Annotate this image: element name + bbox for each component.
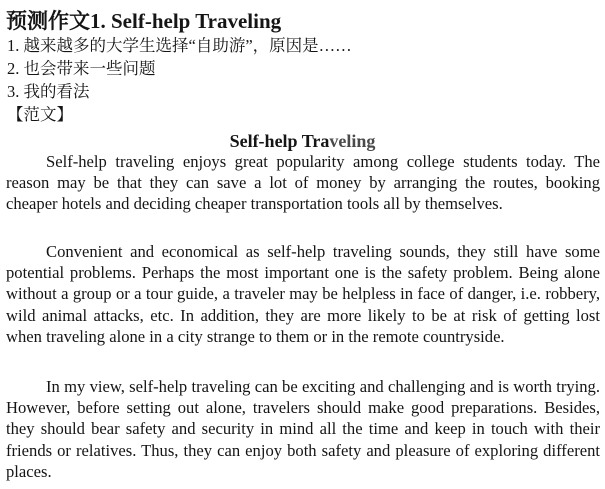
requirement-2: 2. 也会带来一些问题	[7, 59, 156, 78]
essay-paragraph-2: Convenient and economical as self-help traveling sounds, they still have some potential problems. Perhaps the most important one is the safety problem. Being alone without a group or a tour guide, a traveler may be helpless in face of danger, i.e. robbery, wild animal attacks, etc. In addition, they are more likely to be at risk of getting lost when traveling alone in a city strange to them or in the remote countryside.	[6, 242, 600, 346]
essay-title-faded: veling	[329, 131, 376, 151]
requirement-3: 3. 我的看法	[7, 82, 90, 101]
model-essay-label: 【范文】	[7, 105, 73, 124]
essay-paragraph-3: In my view, self-help traveling can be exciting and challenging and is worth trying. However, before setting out alone, travelers should make good preparations. Besides, they should bear safety and security in mind all the time and keep in touch with their friends or relatives. Thus, they can enjoy both safety and pleasure of exploring different places.	[6, 377, 600, 481]
exercise-heading: 预测作文1. Self-help Traveling	[6, 9, 282, 33]
essay-paragraph-1: Self-help traveling enjoys great popularity among college students today. The reason may be that they can save a lot of money by arranging the routes, booking cheaper hotels and deciding cheaper transportation tools all by themselves.	[6, 152, 600, 214]
requirement-1: 1. 越来越多的大学生选择“自助游”，原因是……	[7, 36, 352, 55]
essay-title-main: Self-help Tra	[229, 131, 330, 151]
essay-title	[0, 129, 605, 153]
